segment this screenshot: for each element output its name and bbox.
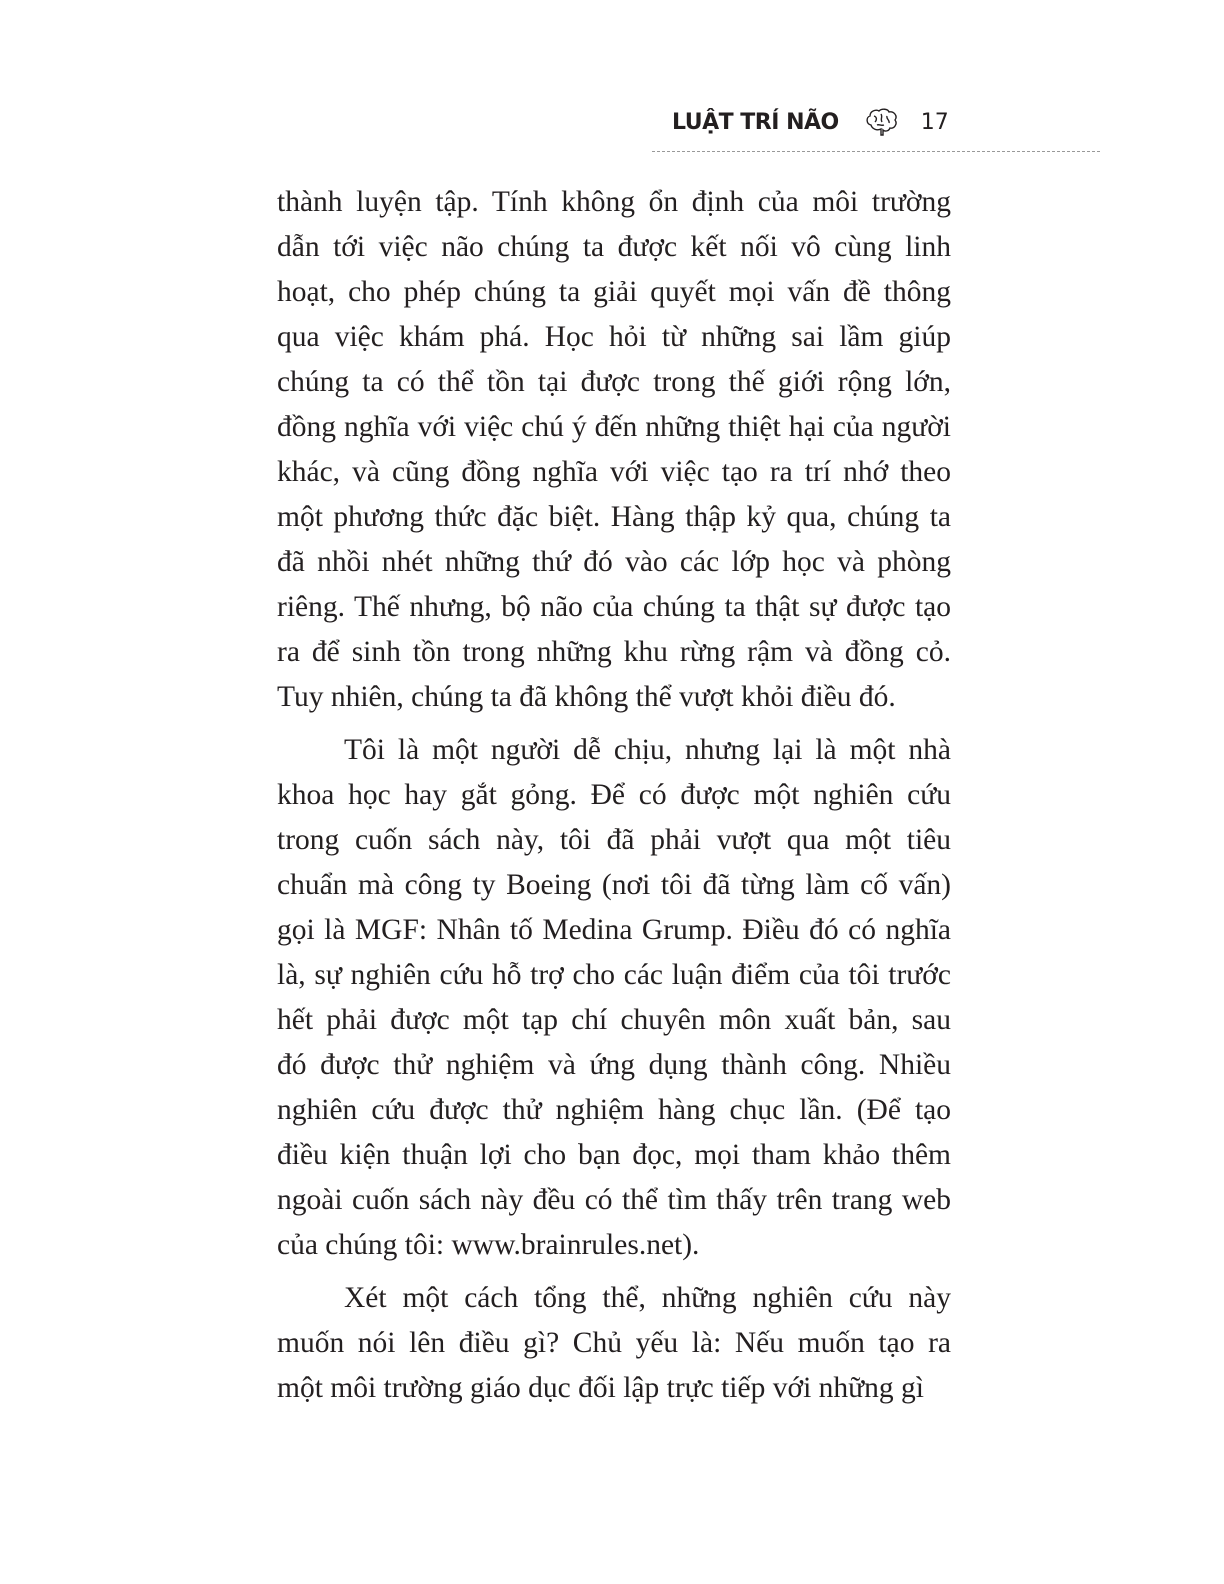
running-title: LUẬT TRÍ NÃO: [672, 109, 839, 135]
text-line: ra để sinh tồn trong những khu rừng rậm và đồng cỏ.: [277, 636, 951, 668]
text-line: chúng ta có thể tồn tại được trong thế giới rộng lớn,: [277, 366, 951, 398]
text-line: thành luyện tập. Tính không ổn định của môi trường: [277, 186, 951, 218]
text-line: muốn nói lên điều gì? Chủ yếu là: Nếu muốn tạo ra: [277, 1327, 951, 1359]
text-line: chuẩn mà công ty Boeing (nơi tôi đã từng làm cố vấn): [277, 869, 951, 901]
paragraph: [277, 728, 951, 1268]
text-line: trong cuốn sách này, tôi đã phải vượt qua một tiêu: [277, 824, 951, 856]
text-line: dẫn tới việc não chúng ta được kết nối vô cùng linh: [277, 231, 951, 263]
text-line: đã nhồi nhét những thứ đó vào các lớp học và phòng: [277, 546, 951, 578]
text-line: một phương thức đặc biệt. Hàng thập kỷ qua, chúng ta: [277, 501, 951, 533]
paragraph: [277, 180, 951, 720]
text-line: điều kiện thuận lợi cho bạn đọc, mọi tham khảo thêm: [277, 1139, 951, 1171]
running-header: [672, 104, 949, 140]
brain-icon: [865, 107, 899, 137]
text-line: là, sự nghiên cứu hỗ trợ cho các luận điểm của tôi trước: [277, 959, 951, 991]
text-line: khác, và cũng đồng nghĩa với việc tạo ra trí nhớ theo: [277, 456, 951, 488]
text-line: gọi là MGF: Nhân tố Medina Grump. Điều đó có nghĩa: [277, 914, 951, 946]
text-line: đồng nghĩa với việc chú ý đến những thiệt hại của người: [277, 411, 951, 443]
text-line: khoa học hay gắt gỏng. Để có được một nghiên cứu: [277, 779, 951, 811]
body-text: [277, 180, 951, 1419]
text-line: hết phải được một tạp chí chuyên môn xuất bản, sau: [277, 1004, 951, 1036]
text-line: riêng. Thế nhưng, bộ não của chúng ta thật sự được tạo: [277, 591, 951, 623]
text-line: Tôi là một người dễ chịu, nhưng lại là một nhà: [344, 734, 951, 766]
text-line: Tuy nhiên, chúng ta đã không thể vượt khỏi điều đó.: [277, 681, 896, 713]
text-line: đó được thử nghiệm và ứng dụng thành công. Nhiều: [277, 1049, 951, 1081]
text-line: nghiên cứu được thử nghiệm hàng chục lần. (Để tạo: [277, 1094, 951, 1126]
text-line: Xét một cách tổng thể, những nghiên cứu này: [344, 1282, 951, 1314]
text-line: qua việc khám phá. Học hỏi từ những sai lầm giúp: [277, 321, 951, 353]
text-line: hoạt, cho phép chúng ta giải quyết mọi vấn đề thông: [277, 276, 951, 308]
header-divider: [652, 151, 1100, 152]
page-number: 17: [920, 109, 949, 135]
text-line: của chúng tôi: www.brainrules.net).: [277, 1229, 700, 1261]
text-line: một môi trường giáo dục đối lập trực tiếp với những gì: [277, 1372, 924, 1404]
text-line: ngoài cuốn sách này đều có thể tìm thấy trên trang web: [277, 1184, 951, 1216]
paragraph: [277, 1276, 951, 1411]
